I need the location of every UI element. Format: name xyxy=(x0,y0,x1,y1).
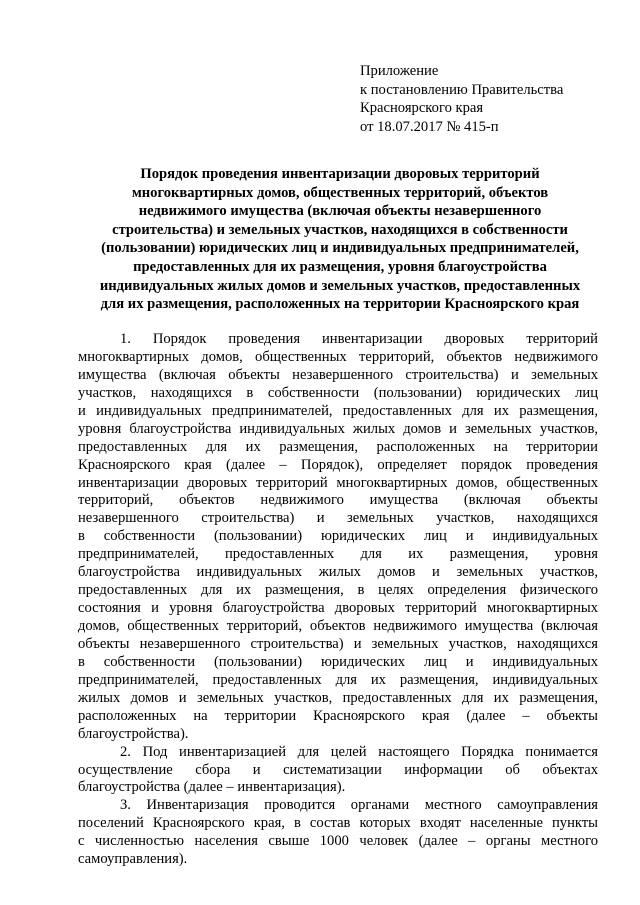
paragraph-line: имущества (включая объекты незавершенного строительства) и земельных xyxy=(78,366,598,383)
appendix-line: от 18.07.2017 № 415-п xyxy=(360,118,499,135)
appendix-line: Красноярского края xyxy=(360,100,484,116)
paragraph-line: расположенных на территории Красноярского края (далее – объекты xyxy=(78,707,598,724)
paragraph-line: инвентаризации дворовых территорий многоквартирных домов, общественных xyxy=(78,474,598,491)
paragraph-line: 1. Порядок проведения инвентаризации дворовых территорий xyxy=(120,331,598,347)
paragraph-line: состояния и уровня благоустройства дворовых территорий многоквартирных xyxy=(78,600,598,617)
paragraph-line: уровня благоустройства индивидуальных жилых домов и земельных участков, xyxy=(78,420,598,437)
title-line: многоквартирных домов, общественных территорий, объектов xyxy=(131,184,549,201)
paragraph-line: поселений Красноярского края, в состав которых входят населенные пункты xyxy=(78,815,598,832)
title-line: Порядок проведения инвентаризации дворовых территорий xyxy=(140,166,540,182)
title-line: индивидуальных жилых домов и земельных участков, предоставленных xyxy=(99,277,581,294)
paragraph-line: благоустройства индивидуальных жилых домов и земельных участков, xyxy=(78,564,598,581)
appendix-header xyxy=(360,62,620,136)
paragraph-line: территорий, объектов недвижимого имущества (включая объекты xyxy=(78,492,598,509)
paragraph-line: многоквартирных домов, общественных территорий, объектов недвижимого xyxy=(78,348,598,365)
paragraph-line: в собственности (пользовании) юридических лиц и индивидуальных xyxy=(78,528,598,545)
paragraph-line: объекты незавершенного строительства) и земельных участков, находящихся xyxy=(78,635,598,652)
paragraph-line: 2. Под инвентаризацией для целей настоящего Порядка понимается xyxy=(120,743,598,760)
title-line: для их размещения, расположенных на территории Красноярского края xyxy=(100,296,580,313)
paragraph-line: жилых домов и земельных участков, предоставленных для их размещения, xyxy=(78,689,598,706)
paragraph-3 xyxy=(78,797,598,869)
paragraph-line: самоуправления). xyxy=(78,851,188,868)
paragraph-line: 3. Инвентаризация проводится органами местного самоуправления xyxy=(120,797,598,814)
paragraph-line: с численностью населения свыше 1000 человек (далее – органы местного xyxy=(78,833,598,850)
paragraph-2 xyxy=(78,744,598,798)
appendix-line: к постановлению Правительства xyxy=(360,81,564,98)
paragraph-line: благоустройства (далее – инвентаризация). xyxy=(78,779,346,796)
paragraph-line: участков, находящихся в собственности (пользовании) юридических лиц xyxy=(78,384,598,401)
title-line: строительства) и земельных участков, находящихся в собственности xyxy=(112,221,568,238)
paragraph-line: Красноярского края (далее – Порядок), определяет порядок проведения xyxy=(78,456,598,473)
paragraph-line: и индивидуальных предпринимателей, предоставленных для их размещения, xyxy=(78,402,598,419)
paragraph-line: предпринимателей, предоставленных для их размещения, уровня xyxy=(78,546,598,563)
document-title xyxy=(60,165,620,314)
paragraph-line: домов, общественных территорий, объектов недвижимого имущества (включая xyxy=(78,618,598,634)
title-line: (пользовании) юридических лиц и индивидуальных предпринимателей, xyxy=(101,240,579,257)
paragraph-1 xyxy=(78,331,598,744)
paragraph-line: благоустройства). xyxy=(78,725,189,742)
paragraph-line: осуществление сбора и систематизации информации об объектах xyxy=(78,761,598,778)
appendix-line: Приложение xyxy=(360,63,439,79)
title-line: предоставленных для их размещения, уровня благоустройства xyxy=(133,258,547,275)
paragraph-line: в собственности (пользовании) юридических лиц и индивидуальных xyxy=(78,653,598,670)
title-line: недвижимого имущества (включая объекты незавершенного xyxy=(138,203,542,220)
paragraph-line: предпринимателей, предоставленных для их размещения, индивидуальных xyxy=(78,671,598,688)
paragraph-line: незавершенного строительства) и земельных участков, находящихся xyxy=(78,510,598,527)
document-body xyxy=(78,331,598,869)
paragraph-line: предоставленных для их размещения, в целях определения физического xyxy=(78,582,598,599)
paragraph-line: предоставленных для их размещения, расположенных на территории xyxy=(78,438,598,455)
